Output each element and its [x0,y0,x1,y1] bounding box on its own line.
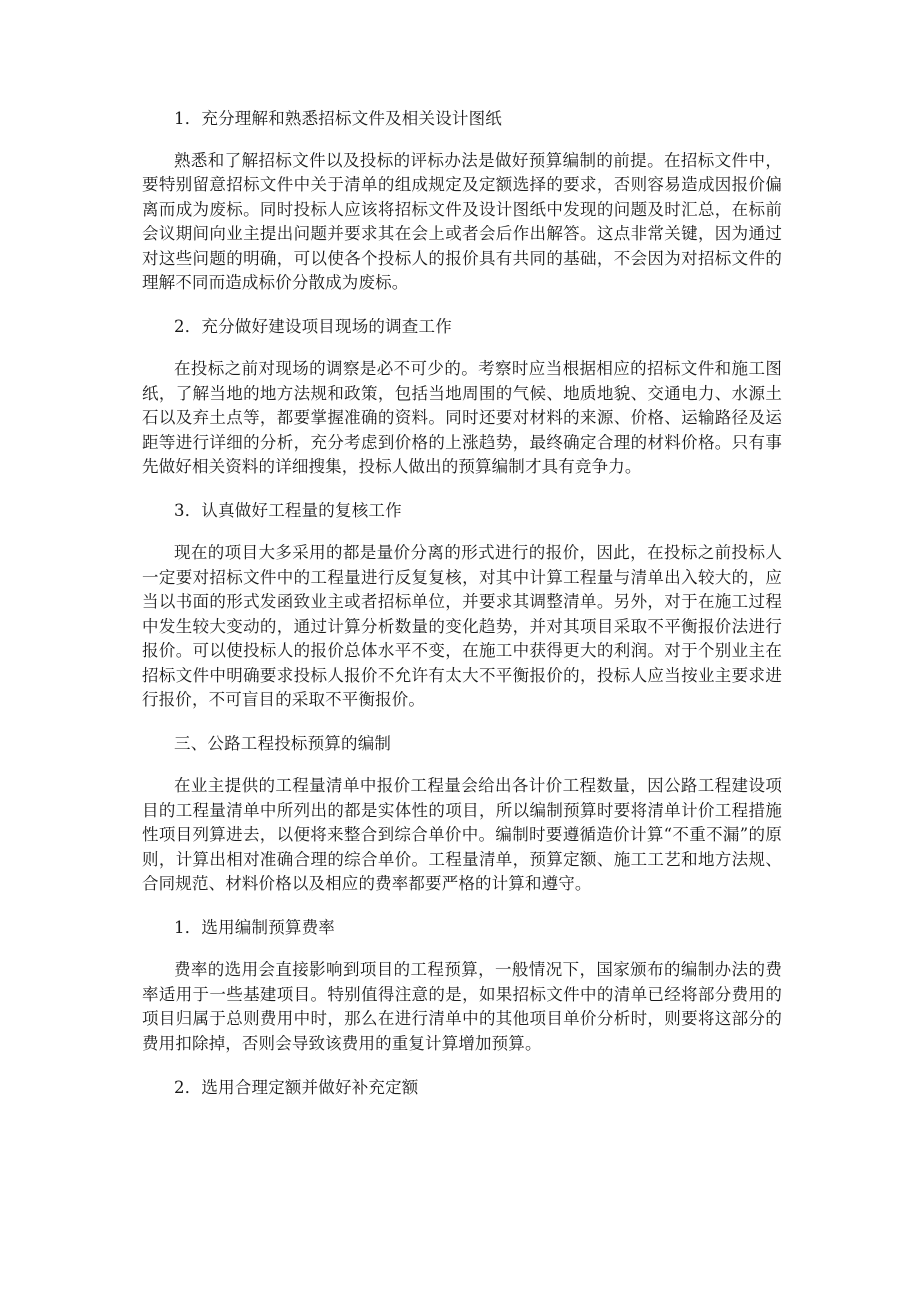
chapter-heading-3-highway-budget: 三、公路工程投标预算的编制 [174,734,392,754]
paragraph-highway-budget: 在业主提供的工程量清单中报价工程量会给出各计价工程数量，因公路工程建设项目的工程量清单中所列出的都是实体性的项目，所以编制预算时要将清单计价工程措施性项目列算进去，以便将来整合到综合单价中。编制时要遵循造价计算“不重不漏”的原则，计算出相对准确合理的综合单价。工程量清单，预算定额、施工工艺和地方法规、合同规范、材料价格以及相应的费率都要严格的计算和遵守。 [142,776,782,893]
section-heading-1-fee-rate: 1．选用编制预算费率 [174,918,335,938]
paragraph-quantity-review: 现在的项目大多采用的都是量价分离的形式进行的报价，因此，在投标之前投标人一定要对招标文件中的工程量进行反复复核，对其中计算工程量与清单出入较大的，应当以书面的形式发函致业主或者招标单位，并要求其调整清单。另外，对于在施工过程中发生较大变动的，通过计算分析数量的变化趋势，并对其项目采取不平衡报价法进行报价。可以使投标人的报价总体水平不变，在施工中获得更大的利润。对于个别业主在招标文件中明确要求投标人报价不允许有太大不平衡报价的，投标人应当按业主要求进行报价，不可盲目的采取不平衡报价。 [142,543,782,709]
section-heading-1-understand-bidding-docs: 1．充分理解和熟悉招标文件及相关设计图纸 [174,109,502,128]
document-body [142,105,782,1118]
section-heading-2-site-investigation: 2．充分做好建设项目现场的调查工作 [174,317,452,337]
section-heading-3-quantity-review: 3．认真做好工程量的复核工作 [174,501,402,521]
paragraph-familiarize-bidding-docs: 熟悉和了解招标文件以及投标的评标办法是做好预算编制的前提。在招标文件中，要特别留意招标文件中关于清单的组成规定及定额选择的要求，否则容易造成因报价偏离而成为废标。同时投标人应该将招标文件及设计图纸中发现的问题及时汇总，在标前会议期间向业主提出问题并要求其在会上或者会后作出解答。这点非常关键，因为通过对这些问题的明确，可以使各个投标人的报价具有共同的基础，不会因为对招标文件的理解不同而造成标价分散成为废标。 [142,151,782,293]
section-heading-2-quota-selection: 2．选用合理定额并做好补充定额 [174,1077,419,1097]
paragraph-fee-rate: 费率的选用会直接影响到项目的工程预算，一般情况下，国家颁布的编制办法的费率适用于一些基建项目。特别值得注意的是，如果招标文件中的清单已经将部分费用的项目归属于总则费用中时，那么在进行清单中的其他项目单价分析时，则要将这部分的费用扣除掉，否则会导致该费用的重复计算增加预算。 [142,960,782,1053]
paragraph-site-investigation: 在投标之前对现场的调察是必不可少的。考察时应当根据相应的招标文件和施工图纸，了解当地的地方法规和政策，包括当地周围的气候、地质地貌、交通电力、水源土石以及弃土点等，都要掌握准确的资料。同时还要对材料的来源、价格、运输路径及运距等进行详细的分析，充分考虑到价格的上涨趋势，最终确定合理的材料价格。只有事先做好相关资料的详细搜集，投标人做出的预算编制才具有竞争力。 [142,359,782,477]
